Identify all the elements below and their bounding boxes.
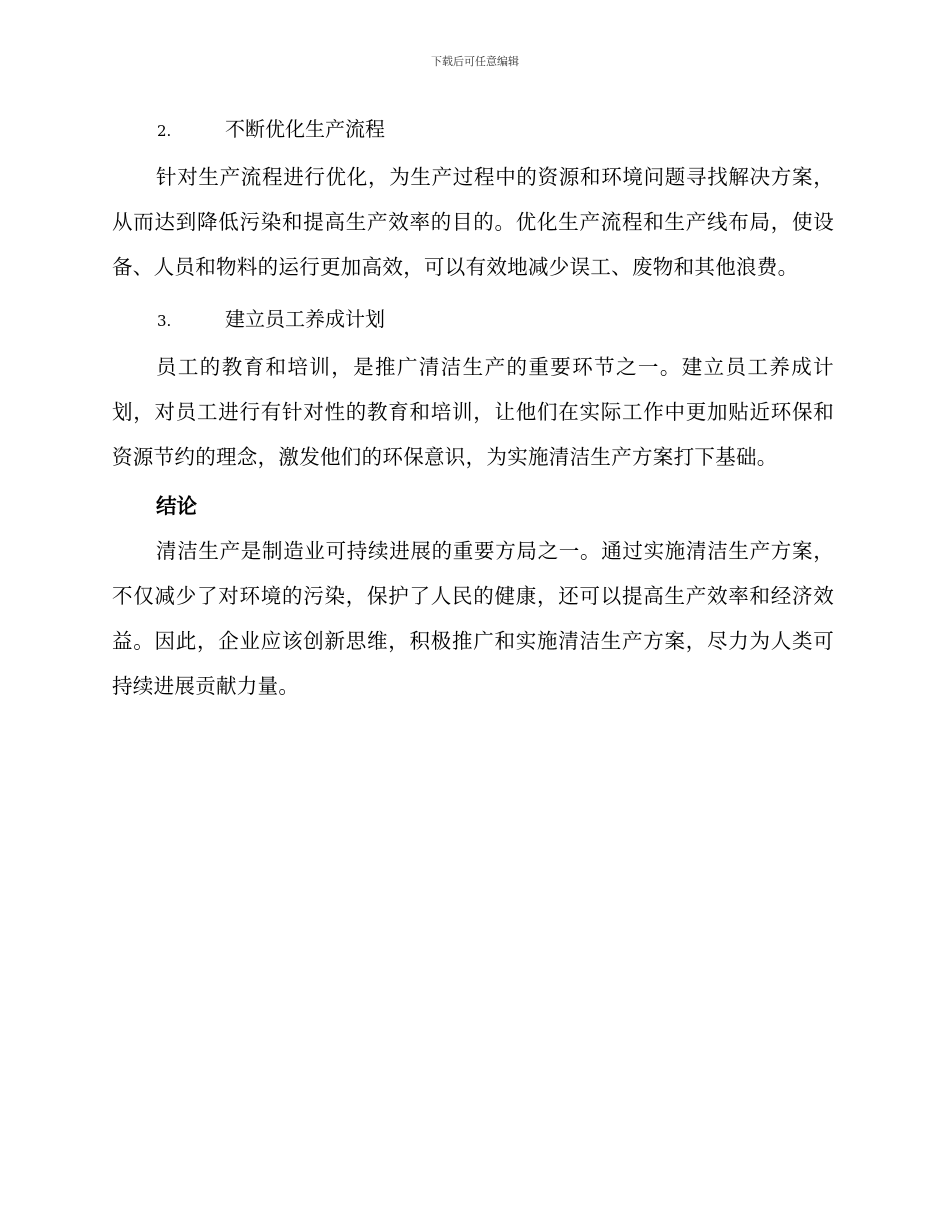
conclusion-paragraph: 清洁生产是制造业可持续进展的重要方局之一。通过实施清洁生产方案，不仅减少了对环境的污染，保护了人民的健康，还可以提高生产效率和经济效益。因此，企业应该创新思维，积极推广和实施清洁生产方案，尽力为人类可持续进展贡献力量。 <box>112 539 834 698</box>
section-paragraph-2: 针对生产流程进行优化，为生产过程中的资源和环境问题寻找解决方案，从而达到降低污染和提高生产效率的目的。优化生产流程和生产线布局，使设备、人员和物料的运行更加高效，可以有效地减少误工、废物和其他浪费。 <box>112 165 834 279</box>
section-number: 3. <box>157 312 172 330</box>
section-heading-text: 不断优化生产流程 <box>225 117 385 141</box>
section-paragraph-3: 员工的教育和培训，是推广清洁生产的重要环节之一。建立员工养成计划，对员工进行有针对性的教育和培训，让他们在实际工作中更加贴近环保和资源节约的理念，激发他们的环保意识，为实施清洁生产方案打下基础。 <box>112 355 834 469</box>
section-heading-3 <box>157 302 834 336</box>
header-note: 下载后可任意编辑 <box>431 55 519 68</box>
section-number: 2. <box>157 122 172 140</box>
section-heading-2 <box>157 112 834 146</box>
section-heading-text: 建立员工养成计划 <box>225 307 385 331</box>
conclusion-title: 结论 <box>156 494 197 518</box>
document-body <box>112 112 834 709</box>
